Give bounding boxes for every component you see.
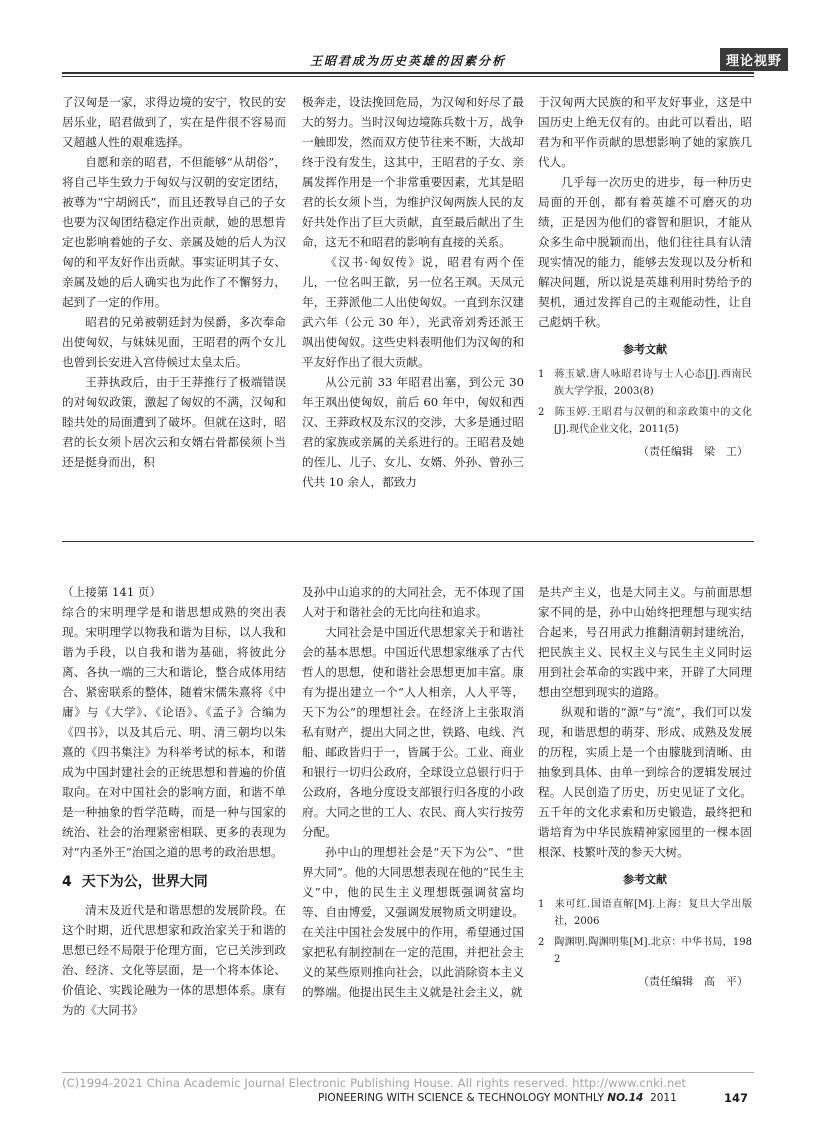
references-heading: 参考文献 — [623, 873, 667, 886]
paragraph: 自愿和亲的昭君，不但能够“从胡俗”，将自己毕生致力于匈奴与汉朝的安定团结，被尊为“宁胡阏氏”，而且还教导自己的子女也要为汉匈团结稳定作出贡献，她的思想肯定也影响着她的子女、亲属及她的后人为汉匈的和平友好作出贡献。事实证明其子女、亲属及她的后人确实也为此作了不懈努力，起到了一定的作用。 — [62, 155, 286, 309]
running-header-title: 王昭君成为历史英雄的因素分析 — [309, 54, 506, 68]
journal-name — [318, 1092, 677, 1104]
header-rule — [62, 72, 754, 77]
reference-item — [538, 366, 752, 400]
paragraph: 昭君的兄弟被朝廷封为侯爵，多次奉命出使匈奴，与妹妹见面，王昭君的两个女儿也曾到长安进入宫侍候过太皇太后。 — [62, 315, 286, 369]
copyright-notice: (C)1994-2021 China Academic Journal Electronic Publishing House. All rights reserved. http://www.cnki.net — [62, 1076, 687, 1090]
section-badge: 理论视野 — [720, 48, 788, 71]
page-number: 147 — [724, 1091, 749, 1105]
paragraph: 清末及近代是和谐思想的发展阶段。在这个时期，近代思想家和政治家关于和谐的思想已经不局限于伦理方面，它已关涉到政治、经济、文化等层面，是一个将本体论、价值论、实践论融为一体的思想体系。康有为的《大同书》 — [62, 903, 286, 1017]
responsible-editor: （责任编辑 梁 工） — [638, 445, 748, 458]
paragraph: 从公元前 33 年昭君出塞，到公元 30 年王飒出使匈奴，前后 60 年中，匈奴和西汉、王莽政权及东汉的交涉，大多是通过昭君的家族或亲属的关系进行的。王昭君及她的侄儿、儿子、女儿、女婿、外孙、曾孙三代共 10 余人，都致力 — [302, 375, 524, 489]
article-separator-rule — [62, 541, 754, 542]
paragraph: 综合的宋明理学是和谐思想成熟的突出表现。宋明理学以物我和谐为目标，以人我和谐为手段，以自我和谐为基础，将彼此分离、各执一端的三大和谐论，整合成体用结合、紧密联系的整体，随着宋儒朱熹将《中庸》与《大学》、《论语》、《孟子》合编为《四书》，以及其后元、明、清三朝均以朱熹的《四书集注》为科举考试的标本，和谐成为中国封建社会的正统思想和普遍的价值取向。在对中国社会的影响方面，和谐不单是一种抽象的哲学范畴，而是一种与国家的统治、社会的治理紧密相联、更多的表现为对“内圣外王”治国之道的思考的政治思想。 — [62, 605, 286, 859]
bottom-article-column-1 — [62, 582, 286, 1020]
top-article-column-3 — [538, 92, 752, 462]
paragraph: 孙中山的理想社会是“天下为公”、“世界大同”。他的大同思想表现在他的“民生主义”中，他的民生主义理想既强调贫富均等、自由博爱，又强调发展物质文明建设。在关注中国社会发展中的作用，希望通过国家把私有制控制在一定的范围，并把社会主义的某些原则推向社会，以此消除资本主义的弊端。他提出民生主义就是社会主义，就 — [302, 845, 524, 999]
reference-text: 来可红.国语直解[M].上海：复旦大学出版社，2006 — [554, 899, 752, 927]
reference-number: 2 — [538, 407, 545, 418]
top-article-column-2 — [302, 92, 524, 492]
reference-number: 2 — [538, 937, 545, 948]
publication-year: 2011 — [650, 1092, 677, 1104]
reference-text: 蒋玉斌.唐人咏昭君诗与士人心态[J].西南民族大学学报，2003(8) — [554, 369, 752, 397]
paragraph: 王莽执政后，由于王莽推行了极端错误的对匈奴政策，激起了匈奴的不满，汉匈和睦共处的局面遭到了破坏。但就在这时，昭君的长女须卜居次云和女婿右骨都侯须卜当还是挺身而出，积 — [62, 375, 286, 469]
paragraph: 极奔走，设法挽回危局，为汉匈和好尽了最大的努力。当时汉匈边境陈兵数十万，战争一触即发，然而双方使节往来不断，大战却终于没有发生，这其中，王昭君的子女、亲属发挥作用是一个非常重要因素，尤其是昭君的长女须卜当，为维护汉匈两族人民的友好共处作出了巨大贡献，直至最后献出了生命，这无不和昭君的影响有直接的关系。 — [302, 95, 524, 249]
bottom-article-column-3 — [538, 582, 752, 992]
paragraph: 及孙中山追求的的大同社会，无不体现了国人对于和谐社会的无比向往和追求。 — [302, 585, 524, 619]
paragraph: 几乎每一次历史的进步，每一种历史局面的开创，都有着英雄不可磨灭的功绩，正是因为他们的睿智和胆识，才能从众多生命中脱颖而出，他们往往具有认清现实情况的能力，能够去发现以及分析和解决问题，所以说是英雄利用时势给予的契机，通过发挥自己的主观能动性，让自己彪炳千秋。 — [538, 175, 752, 329]
issue-number: NO.14 — [607, 1092, 644, 1104]
paragraph: 了汉匈是一家，求得边境的安宁，牧民的安居乐业，昭君做到了，实在是件很不容易而又超越人性的艰难选择。 — [62, 95, 286, 149]
footer-rule — [62, 1072, 754, 1073]
reference-text: 陈玉婷.王昭君与汉朝的和亲政策中的文化[J].现代企业文化，2011(5) — [554, 407, 752, 435]
paragraph: 纵观和谐的“源”与“流”，我们可以发现，和谐思想的萌芽、形成、成熟及发展的历程，实质上是一个由朦胧到清晰、由抽象到具体、由单一到综合的逻辑发展过程。人民创造了历史，历史见证了文化。五千年的文化求索和历史锻造，最终把和谐培育为中华民族精神家园里的一棵本固根深、枝繁叶茂的参天大树。 — [538, 705, 752, 859]
reference-item — [538, 896, 752, 930]
responsible-editor: （责任编辑 高 平） — [638, 975, 748, 988]
reference-text: 陶渊明.陶渊明集[M].北京：中华书局，1982 — [554, 937, 752, 965]
paragraph: 是共产主义，也是大同主义。与前面思想家不同的是，孙中山始终把理想与现实结合起来，号召用武力推翻清朝封建统治，把民族主义、民权主义与民生主义同时运用到社会革命的实践中来，开辟了大同理想由空想到现实的道路。 — [538, 585, 752, 699]
references-heading: 参考文献 — [623, 343, 667, 356]
section-title: 天下为公，世界大同 — [81, 874, 208, 890]
reference-item — [538, 934, 752, 968]
paragraph: 于汉匈两大民族的和平友好事业，这是中国历史上绝无仅有的。由此可以看出，昭君为和平作贡献的思想影响了她的家族几代人。 — [538, 95, 752, 169]
journal-title: PIONEERING WITH SCIENCE & TECHNOLOGY MONTHLY — [318, 1092, 608, 1104]
paragraph: 《汉书·匈奴传》说，昭君有两个侄儿，一位名叫王歙，另一位名王飒。天凤元年，王莽派他二人出使匈奴。一直到东汉建武六年（公元 30 年），光武帝刘秀还派王飒出使匈奴。这些史料表明他们为汉匈的和平友好作出了很大贡献。 — [302, 255, 524, 369]
reference-number: 1 — [538, 899, 545, 910]
reference-number: 1 — [538, 369, 545, 380]
top-article-column-1 — [62, 92, 286, 472]
reference-item — [538, 404, 752, 438]
paragraph: 大同社会是中国近代思想家关于和谐社会的基本思想。中国近代思想家继承了古代哲人的思想，使和谐社会思想更加丰富。康有为提出建立一个“人人相亲，人人平等，天下为公”的理想社会。在经济上主张取消私有财产，提出大同之世，铁路、电线、汽船、邮政皆归于一，皆属于公。工业、商业和银行一切归公政府，全球设立总银行归于公政府，各地分度设支部银行归各度的小政府。大同之世的工人、农民、商人实行按劳分配。 — [302, 625, 524, 839]
bottom-article-column-2 — [302, 582, 524, 1002]
section-heading — [62, 872, 286, 892]
section-number: 4 — [62, 874, 72, 890]
continued-from-note: （上接第 141 页） — [62, 585, 162, 599]
